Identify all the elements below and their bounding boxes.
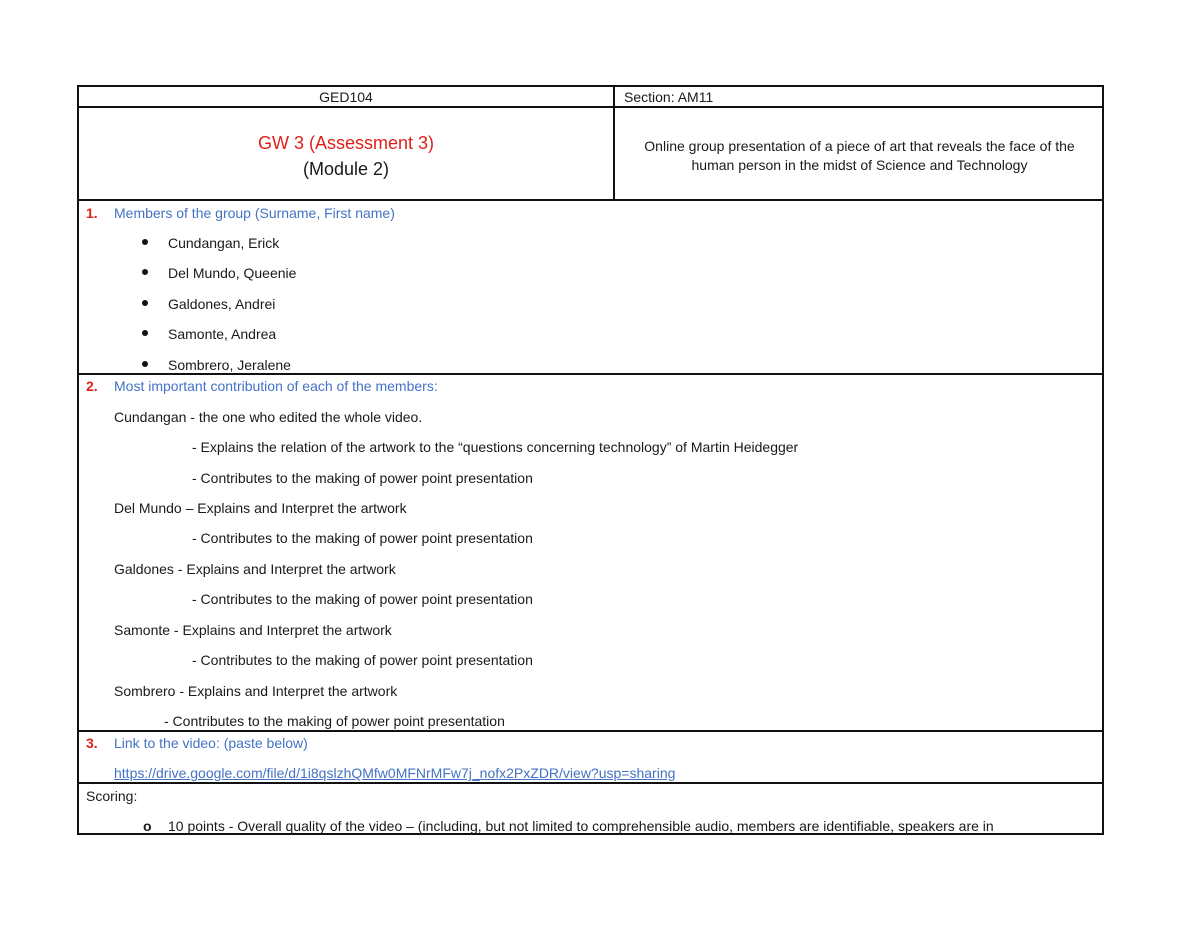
contribution-line: - Explains the relation of the artwork to the “questions concerning technology” of Martin Heidegger <box>192 439 799 455</box>
row-divider <box>77 199 1104 201</box>
contributions-heading: Most important contribution of each of the members: <box>114 378 438 394</box>
video-heading: Link to the video: (paste below) <box>114 735 308 751</box>
row-divider <box>77 782 1104 784</box>
member-item: Sombrero, Jeralene <box>168 357 291 373</box>
description-line-1: Online group presentation of a piece of art that reveals the face of the <box>644 138 1075 154</box>
bullet-icon <box>142 269 148 275</box>
row-divider <box>77 730 1104 732</box>
section-number: 1. <box>86 205 98 221</box>
contribution-line: - Contributes to the making of power point presentation <box>164 713 505 729</box>
scoring-heading: Scoring: <box>86 788 138 804</box>
section-label: Section: AM11 <box>624 89 714 105</box>
contribution-line: - Contributes to the making of power point presentation <box>192 652 533 668</box>
module-title: (Module 2) <box>302 159 390 179</box>
members-heading: Members of the group (Surname, First name) <box>114 205 395 221</box>
section-number: 3. <box>86 735 98 751</box>
list-marker: o <box>143 818 152 834</box>
course-code: GED104 <box>319 89 373 105</box>
section-number: 2. <box>86 378 98 394</box>
row-divider <box>77 106 1104 108</box>
contribution-line: - Contributes to the making of power point presentation <box>192 530 533 546</box>
member-item: Galdones, Andrei <box>168 296 276 312</box>
member-item: Samonte, Andrea <box>168 326 277 342</box>
bullet-icon <box>142 361 148 367</box>
contribution-line: - Contributes to the making of power point presentation <box>192 591 533 607</box>
contribution-line: Cundangan - the one who edited the whole video. <box>114 409 423 425</box>
contribution-line: Galdones - Explains and Interpret the artwork <box>114 561 396 577</box>
member-item: Cundangan, Erick <box>168 235 280 251</box>
member-item: Del Mundo, Queenie <box>168 265 297 281</box>
bullet-icon <box>142 300 148 306</box>
scoring-item: 10 points - Overall quality of the video – (including, but not limited to comprehensible audio, members are identifiable, speakers are in <box>168 818 994 834</box>
contribution-line: - Contributes to the making of power point presentation <box>192 470 533 486</box>
contribution-line: Sombrero - Explains and Interpret the artwork <box>114 683 398 699</box>
bullet-icon <box>142 239 148 245</box>
assessment-title: GW 3 (Assessment 3) <box>257 133 435 153</box>
bullet-icon <box>142 330 148 336</box>
description-line-2: human person in the midst of Science and Technology <box>691 157 1028 173</box>
video-link[interactable]: https://drive.google.com/file/d/1i8qslzhQMfw0MFNrMFw7j_nofx2PxZDR/view?usp=sharing <box>114 765 676 781</box>
contribution-line: Samonte - Explains and Interpret the artwork <box>114 622 392 638</box>
contribution-line: Del Mundo – Explains and Interpret the artwork <box>114 500 407 516</box>
